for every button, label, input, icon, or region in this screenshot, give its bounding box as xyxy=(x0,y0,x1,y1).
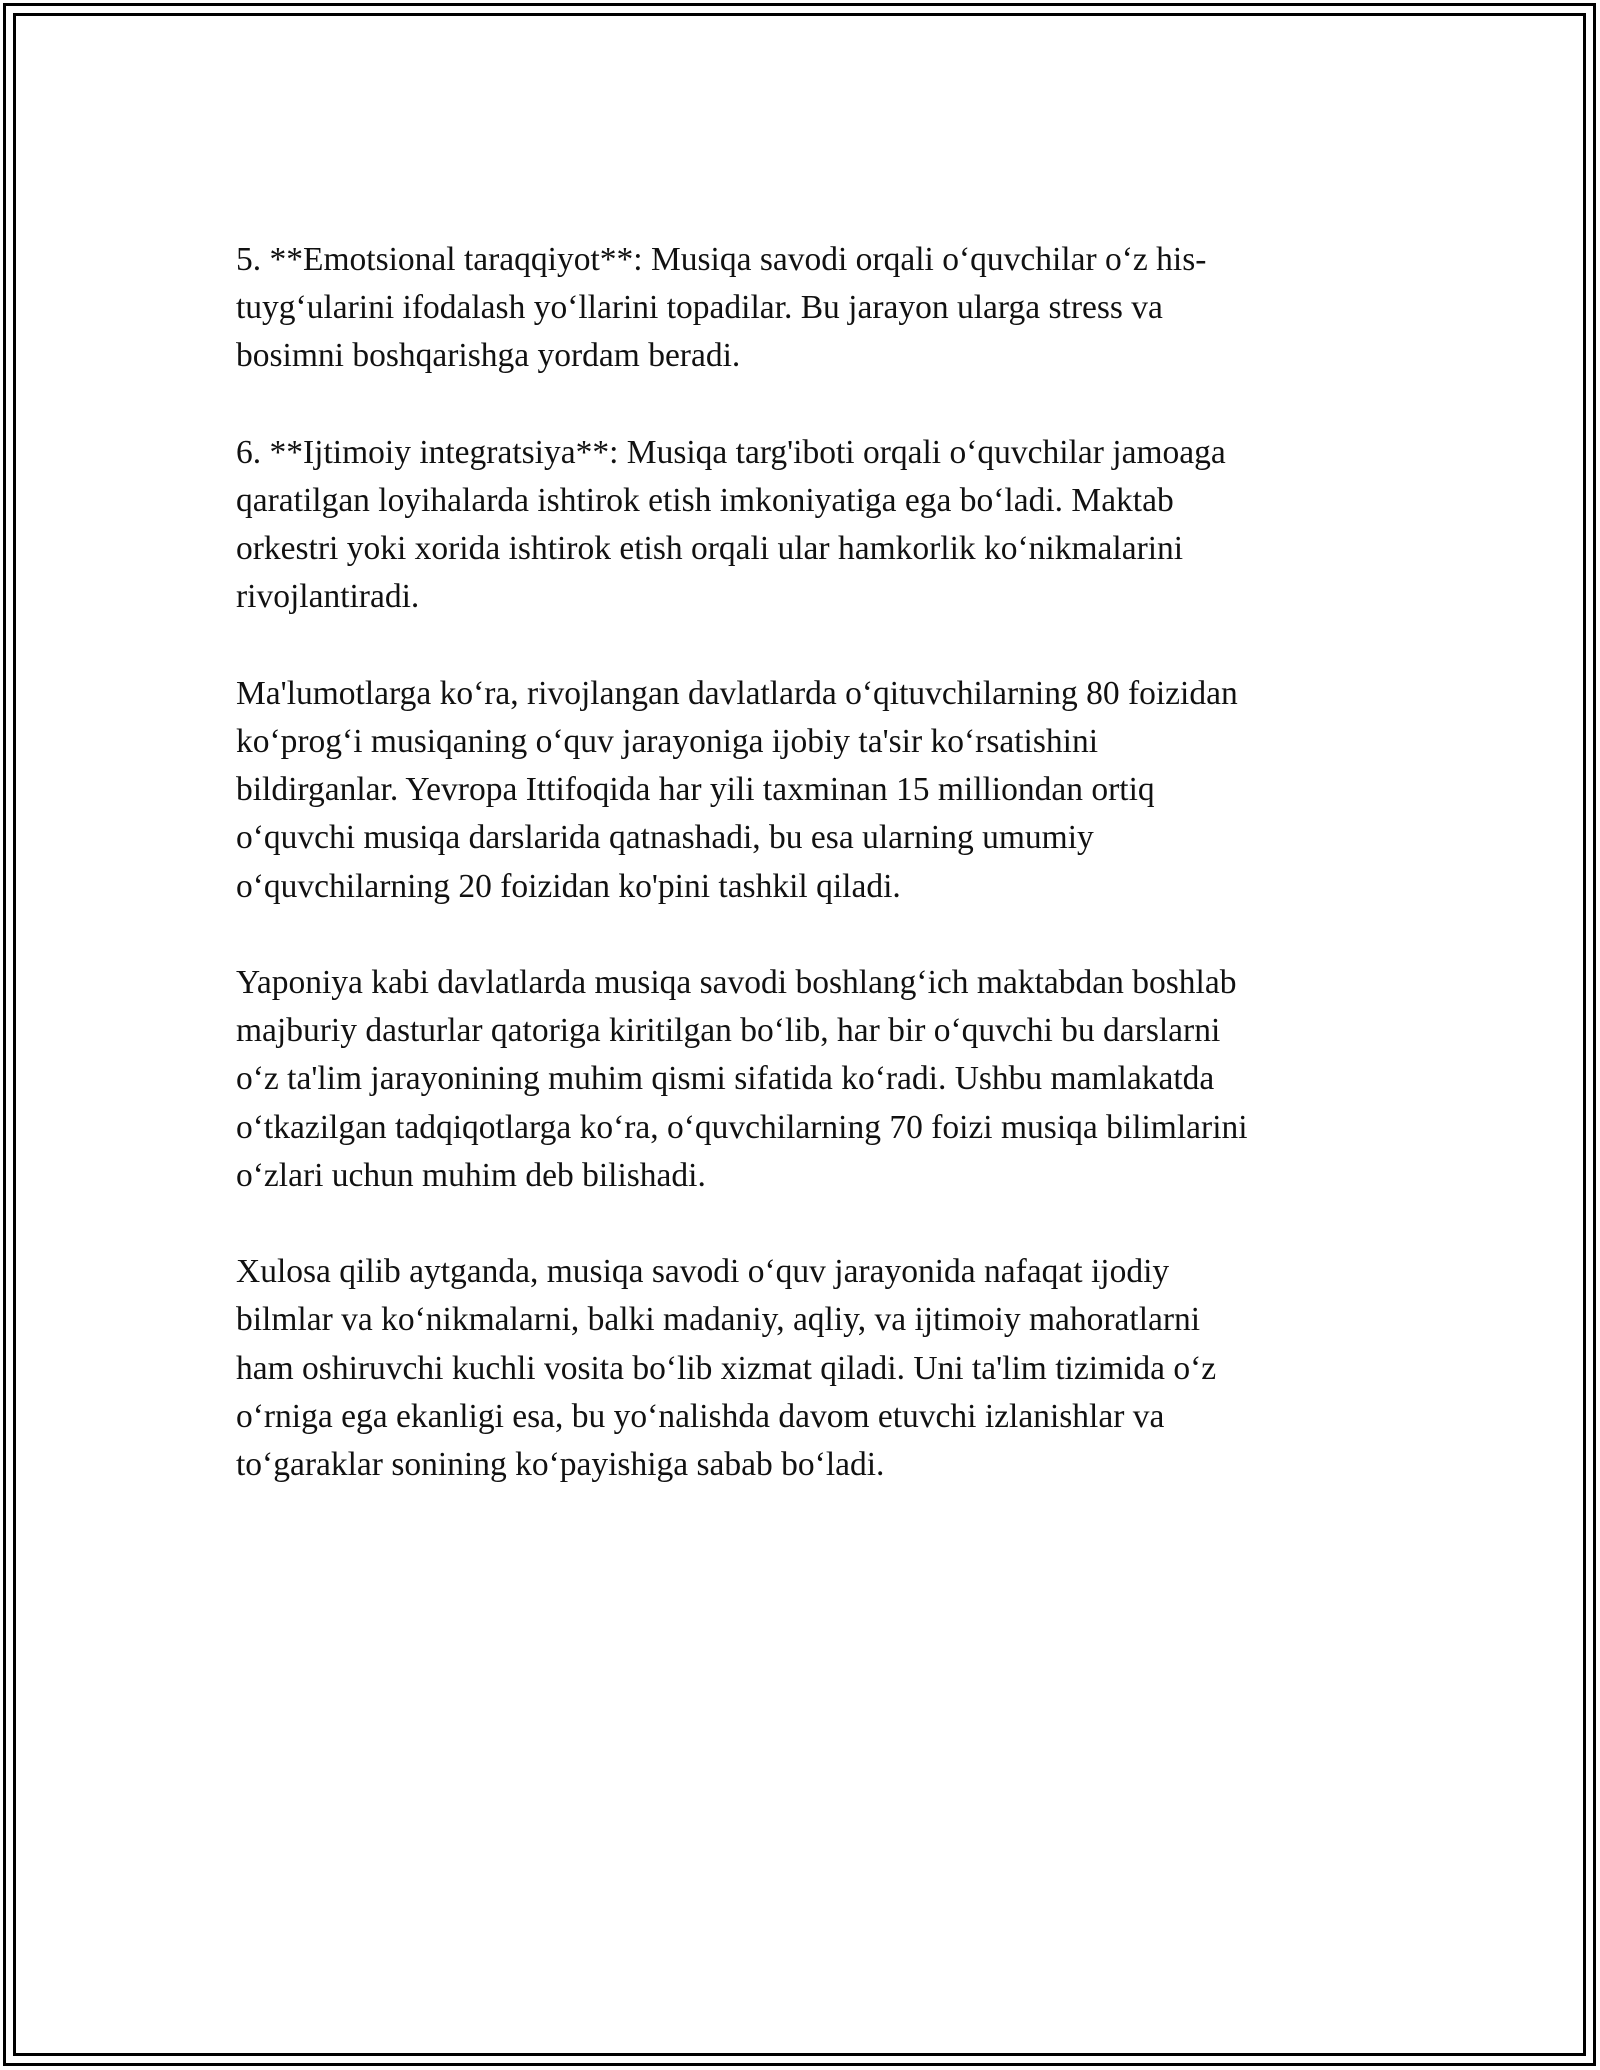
text-line: 6. **Ijtimoiy integratsiya**: Musiqa targ'iboti orqali o‘quvchilar jamoaga xyxy=(236,433,1226,471)
text-line: bilmlar va ko‘nikmalarni, balki madaniy, aqliy, va ijtimoiy mahoratlarni xyxy=(236,1301,1201,1339)
text-line: Yaponiya kabi davlatlarda musiqa savodi boshlang‘ich maktabdan boshlab xyxy=(236,964,1237,1001)
text-line: bildirganlar. Yevropa Ittifoqida har yili taxminan 15 milliondan ortiq xyxy=(236,771,1155,809)
text-line: o‘zlari uchun muhim deb bilishadi. xyxy=(236,1156,706,1194)
text-line: rivojlantiradi. xyxy=(236,578,420,616)
text-line: ko‘prog‘i musiqaning o‘quv jarayoniga ijobiy ta'sir ko‘rsatishini xyxy=(236,723,1099,760)
document-body xyxy=(236,236,1356,1537)
paragraph-japan xyxy=(236,959,1356,1200)
text-line: to‘garaklar sonining ko‘payishiga sabab bo‘ladi. xyxy=(236,1446,885,1484)
text-line: o‘tkazilgan tadqiqotlarga ko‘ra, o‘quvchilarning 70 foizi musiqa bilimlarini xyxy=(236,1108,1248,1146)
text-line: o‘quvchilarning 20 foizidan ko'pini tashkil qiladi. xyxy=(236,867,901,905)
paragraph-emotional-development xyxy=(236,236,1356,381)
paragraph-statistics-europe xyxy=(236,670,1356,911)
paragraph-social-integration xyxy=(236,429,1356,622)
text-line: majburiy dasturlar qatoriga kiritilgan bo‘lib, har bir o‘quvchi bu darslarni xyxy=(236,1012,1221,1050)
text-line: tuyg‘ularini ifodalash yo‘llarini topadilar. Bu jarayon ularga stress va xyxy=(236,289,1163,327)
text-line: qaratilgan loyihalarda ishtirok etish imkoniyatiga ega bo‘ladi. Maktab xyxy=(236,482,1174,519)
text-line: bosimni boshqarishga yordam beradi. xyxy=(236,337,741,375)
text-line: 5. **Emotsional taraqqiyot**: Musiqa savodi orqali o‘quvchilar o‘z his- xyxy=(236,241,1207,278)
text-line: orkestri yoki xorida ishtirok etish orqali ular hamkorlik ko‘nikmalarini xyxy=(236,530,1184,568)
text-line: Ma'lumotlarga ko‘ra, rivojlangan davlatlarda o‘qituvchilarning 80 foizidan xyxy=(236,674,1238,712)
text-line: o‘quvchi musiqa darslarida qatnashadi, bu esa ularning umumiy xyxy=(236,819,1094,857)
text-line: o‘rniga ega ekanligi esa, bu yo‘nalishda davom etuvchi izlanishlar va xyxy=(236,1397,1165,1435)
text-line: o‘z ta'lim jarayonining muhim qismi sifatida ko‘radi. Ushbu mamlakatda xyxy=(236,1060,1215,1098)
text-line: ham oshiruvchi kuchli vosita bo‘lib xizmat qiladi. Uni ta'lim tizimida o‘z xyxy=(236,1349,1217,1387)
text-line: Xulosa qilib aytganda, musiqa savodi o‘quv jarayonida nafaqat ijodiy xyxy=(236,1253,1170,1291)
paragraph-conclusion xyxy=(236,1248,1356,1489)
